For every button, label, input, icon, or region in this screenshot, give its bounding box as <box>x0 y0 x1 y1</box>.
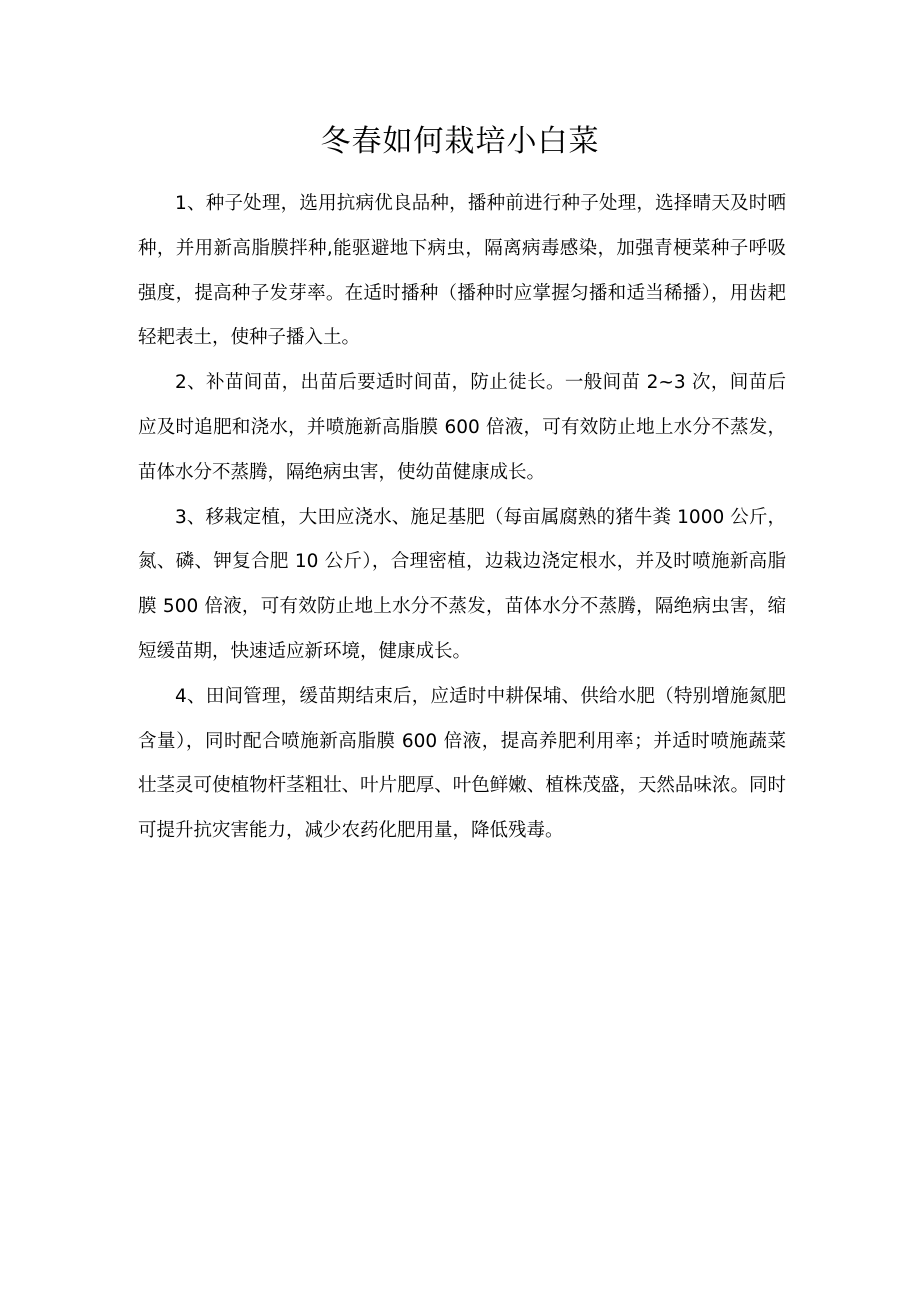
paragraph-thinning: 2、补苗间苗，出苗后要适时间苗，防止徒长。一般间苗 2~3 次，间苗后应及时追肥和浇水，并喷施新高脂膜 600 倍液，可有效防止地上水分不蒸发，苗体水分不蒸腾，隔绝病虫害，使幼苗健康成长。 <box>138 372 786 483</box>
paragraph-seed-treatment: 1、种子处理，选用抗病优良品种，播种前进行种子处理，选择晴天及时晒种，并用新高脂膜拌种,能驱避地下病虫，隔离病毒感染，加强青梗菜种子呼吸强度，提高种子发芽率。在适时播种（播种时应掌握匀播和适当稀播），用齿耙轻耙表土，使种子播入土。 <box>138 193 786 349</box>
paragraph-field-management: 4、田间管理，缓苗期结束后，应适时中耕保埔、供给水肥（特别增施氮肥含量），同时配合喷施新高脂膜 600 倍液，提高养肥利用率；并适时喷施蔬菜壮茎灵可使植物杆茎粗壮、叶片肥厚、叶色鲜嫩、植株茂盛，天然品味浓。同时可提升抗灾害能力，减少农药化肥用量，降低残毒。 <box>138 685 786 842</box>
document-title: 冬春如何栽培小白菜 <box>320 124 600 159</box>
paragraph-transplanting: 3、移栽定植，大田应浇水、施足基肥（每亩属腐熟的猪牛粪 1000 公斤，氮、磷、钾复合肥 10 公斤），合理密植，边栽边浇定根水，并及时喷施新高脂膜 500 倍液，可有效防止地上水分不蒸发，苗体水分不蒸腾，隔绝病虫害，缩短缓苗期，快速适应新环境，健康成长。 <box>138 506 786 662</box>
document-body <box>138 182 786 854</box>
